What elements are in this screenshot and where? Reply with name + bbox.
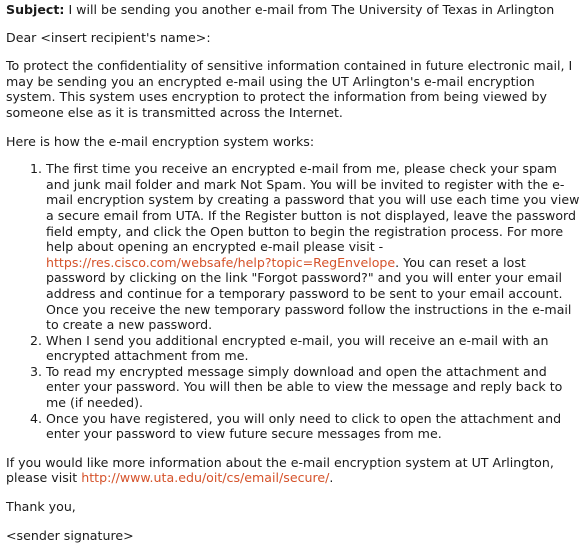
- subject-line: [6, 2, 581, 18]
- step-1-text-after: . You can reset a lost password by clicking on the link "Forgot password?" and you will enter your email address and continue for a temporary password to be sent to your email account. Once you receive the new temporary password follow the instructions in the e-mail to create a new password.: [46, 254, 572, 333]
- subject-label: Subject:: [6, 2, 65, 17]
- subject-text: I will be sending you another e-mail from The University of Texas in Arlington: [64, 2, 555, 17]
- list-item: [46, 161, 581, 333]
- cisco-help-link[interactable]: https://res.cisco.com/websafe/help?topic=RegEnvelope: [46, 254, 396, 270]
- more-info-paragraph: [6, 455, 581, 486]
- list-item: 4. Once you have registered, you will only need to click to open the attachment and enter your password to view future secure messages from me.: [46, 411, 581, 442]
- list-item: 3. To read my encrypted message simply download and open the attachment and enter your password. You will then be able to view the message and reply back to me (if needed).: [46, 364, 581, 411]
- list-item: 2. When I send you additional encrypted e-mail, you will receive an e-mail with an encrypted attachment from me.: [46, 333, 581, 364]
- uta-secure-email-link[interactable]: http://www.uta.edu/oit/cs/email/secure/: [81, 470, 330, 486]
- more-info-text: If you would like more information about the e-mail encryption system at UT Arlington, please visit: [6, 454, 554, 486]
- how-it-works-heading: Here is how the e-mail encryption system works:: [6, 133, 315, 149]
- more-info-period: .: [329, 470, 334, 486]
- steps-list: [6, 161, 581, 442]
- closing: Thank you,: [6, 499, 76, 515]
- intro-paragraph: To protect the confidentiality of sensitive information contained in future electronic mail, I may be sending you an encrypted e-mail using the UT Arlington's e-mail encryption system. This system uses encryption to protect the information from being viewed by someone else as it is transmitted across the Internet.: [6, 58, 573, 120]
- signature-placeholder: <sender signature>: [6, 527, 134, 543]
- greeting: Dear <insert recipient's name>:: [6, 29, 211, 45]
- step-1-text-before: The first time you receive an encrypted e-mail from me, please check your spam and junk mail folder and mark Not Spam. You will be invited to register with the e-mail encryption system by creating a password that you will use each time you view a secure email from UTA. If the Register button is not displayed, leave the password field empty, and click the Open button to begin the registration process. For more help about opening an encrypted e-mail please visit -: [46, 161, 580, 255]
